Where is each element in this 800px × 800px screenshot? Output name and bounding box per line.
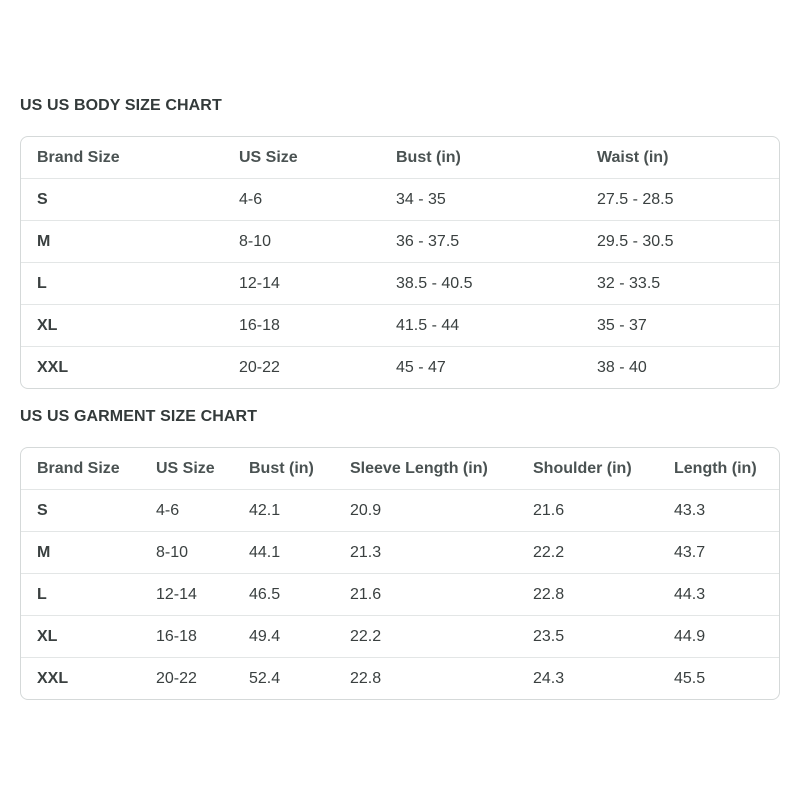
us-size-cell: 20-22 <box>239 358 280 376</box>
shoulder-cell: 22.2 <box>533 543 565 561</box>
table-row <box>21 346 779 388</box>
garment-size-table <box>20 447 780 700</box>
bust-cell: 52.4 <box>249 669 281 687</box>
us-size-cell: 4-6 <box>239 190 263 208</box>
length-cell: 43.3 <box>674 501 706 519</box>
table-row <box>21 489 779 531</box>
column-header-waist: Waist (in) <box>597 148 669 166</box>
garment-size-chart-title: US US GARMENT SIZE CHART <box>20 408 258 425</box>
sleeve-length-cell: 22.8 <box>350 669 382 687</box>
shoulder-cell: 21.6 <box>533 501 565 519</box>
us-size-cell: 20-22 <box>156 669 197 687</box>
table-row <box>21 615 779 657</box>
sleeve-length-cell: 20.9 <box>350 501 382 519</box>
us-size-cell: 12-14 <box>239 274 280 292</box>
table-row <box>21 573 779 615</box>
table-row <box>21 531 779 573</box>
bust-cell: 49.4 <box>249 627 281 645</box>
table-row <box>21 262 779 304</box>
length-cell: 43.7 <box>674 543 706 561</box>
brand-size-cell: M <box>37 543 51 561</box>
shoulder-cell: 22.8 <box>533 585 565 603</box>
column-header-brand-size: Brand Size <box>37 148 120 166</box>
brand-size-cell: M <box>37 232 51 250</box>
table-header-row <box>21 448 779 489</box>
brand-size-cell: XL <box>37 316 58 334</box>
shoulder-cell: 23.5 <box>533 627 565 645</box>
length-cell: 44.3 <box>674 585 706 603</box>
us-size-cell: 16-18 <box>239 316 280 334</box>
sleeve-length-cell: 22.2 <box>350 627 382 645</box>
brand-size-cell: S <box>37 190 48 208</box>
column-header-length: Length (in) <box>674 459 757 477</box>
bust-cell: 34 - 35 <box>396 190 446 208</box>
body-size-table <box>20 136 780 389</box>
waist-cell: 32 - 33.5 <box>597 274 661 292</box>
table-row <box>21 220 779 262</box>
length-cell: 45.5 <box>674 669 706 687</box>
table-row <box>21 657 779 699</box>
column-header-sleeve-length: Sleeve Length (in) <box>350 459 488 477</box>
brand-size-cell: L <box>37 274 47 292</box>
sleeve-length-cell: 21.6 <box>350 585 382 603</box>
table-header-row <box>21 137 779 178</box>
shoulder-cell: 24.3 <box>533 669 565 687</box>
waist-cell: 27.5 - 28.5 <box>597 190 674 208</box>
bust-cell: 46.5 <box>249 585 281 603</box>
sleeve-length-cell: 21.3 <box>350 543 382 561</box>
column-header-brand-size: Brand Size <box>37 459 120 477</box>
column-header-shoulder: Shoulder (in) <box>533 459 632 477</box>
bust-cell: 38.5 - 40.5 <box>396 274 473 292</box>
table-row <box>21 304 779 346</box>
bust-cell: 42.1 <box>249 501 281 519</box>
bust-cell: 45 - 47 <box>396 358 446 376</box>
brand-size-cell: XXL <box>37 358 69 376</box>
column-header-us-size: US Size <box>239 148 298 166</box>
body-size-chart-title: US US BODY SIZE CHART <box>20 97 222 114</box>
bust-cell: 41.5 - 44 <box>396 316 460 334</box>
bust-cell: 44.1 <box>249 543 281 561</box>
table-row <box>21 178 779 220</box>
waist-cell: 35 - 37 <box>597 316 647 334</box>
column-header-bust: Bust (in) <box>249 459 314 477</box>
brand-size-cell: S <box>37 501 48 519</box>
brand-size-cell: XL <box>37 627 58 645</box>
us-size-cell: 16-18 <box>156 627 197 645</box>
brand-size-cell: L <box>37 585 47 603</box>
length-cell: 44.9 <box>674 627 706 645</box>
us-size-cell: 12-14 <box>156 585 197 603</box>
brand-size-cell: XXL <box>37 669 69 687</box>
waist-cell: 38 - 40 <box>597 358 647 376</box>
column-header-bust: Bust (in) <box>396 148 461 166</box>
us-size-cell: 8-10 <box>156 543 189 561</box>
column-header-us-size: US Size <box>156 459 215 477</box>
waist-cell: 29.5 - 30.5 <box>597 232 674 250</box>
bust-cell: 36 - 37.5 <box>396 232 460 250</box>
us-size-cell: 4-6 <box>156 501 180 519</box>
us-size-cell: 8-10 <box>239 232 272 250</box>
